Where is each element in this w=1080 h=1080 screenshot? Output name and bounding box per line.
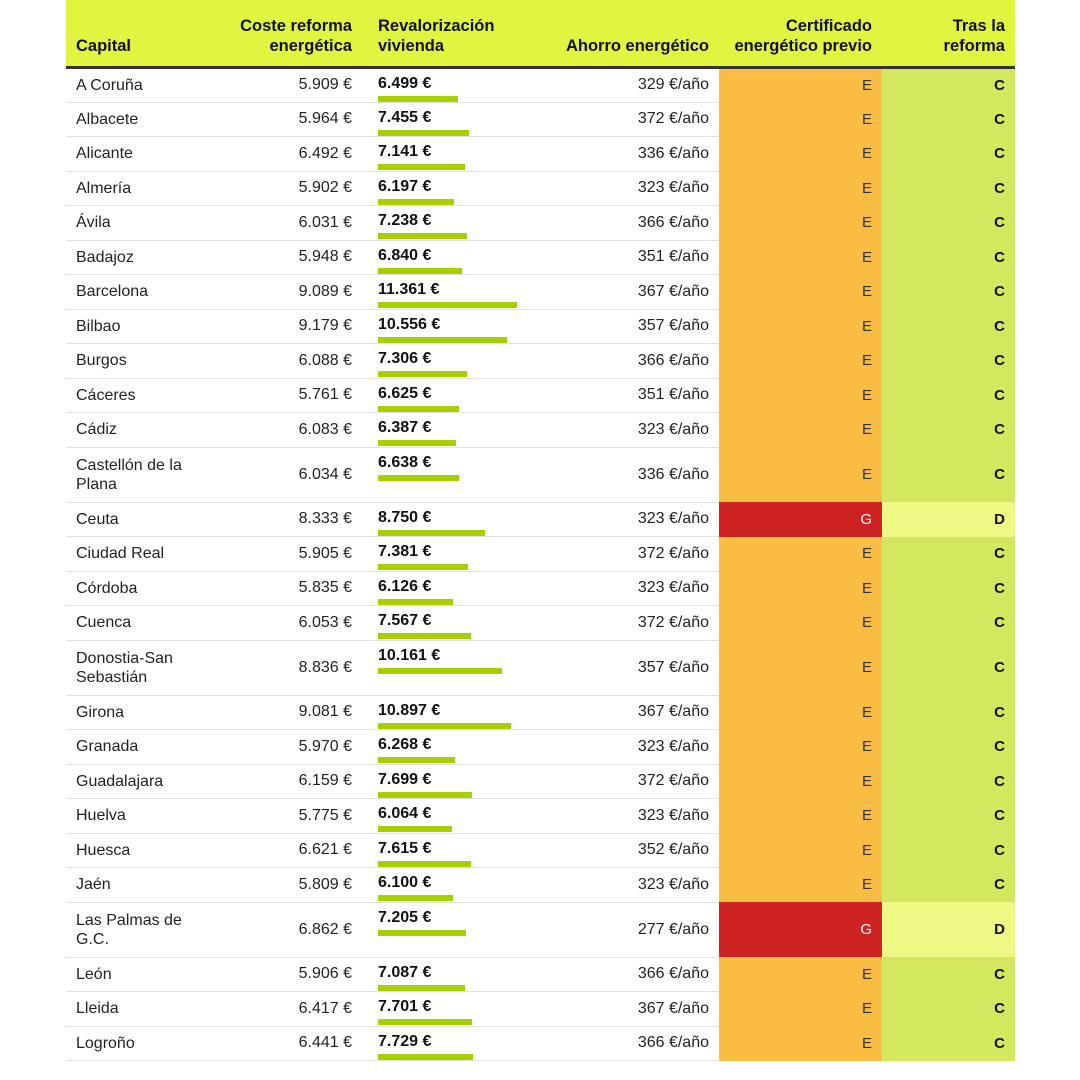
rating-before-cell: E — [719, 606, 882, 641]
revalorizacion-value: 7.381 € — [378, 543, 432, 560]
revalorizacion-cell — [362, 502, 534, 537]
header-tras-reforma: Tras la reforma — [882, 0, 1015, 67]
saving-cell: 277 €/año — [534, 902, 719, 957]
revalorizacion-cell — [362, 413, 534, 448]
rating-before-cell: G — [719, 902, 882, 957]
table-row — [66, 571, 1015, 606]
rating-after-cell: C — [882, 730, 1015, 765]
city-cell: Alicante — [66, 137, 208, 172]
cost-cell: 5.902 € — [208, 171, 362, 206]
header-ahorro: Ahorro energético — [534, 0, 719, 67]
revalorizacion-bar — [378, 895, 453, 901]
table-row — [66, 868, 1015, 903]
table-row — [66, 640, 1015, 695]
revalorizacion-bar — [378, 96, 458, 102]
saving-cell: 323 €/año — [534, 730, 719, 765]
revalorizacion-bar — [378, 199, 454, 205]
revalorizacion-cell — [362, 695, 534, 730]
city-cell: Granada — [66, 730, 208, 765]
revalorizacion-cell — [362, 378, 534, 413]
rating-before-cell: E — [719, 868, 882, 903]
rating-before-cell: E — [719, 992, 882, 1027]
rating-before-cell: G — [719, 502, 882, 537]
revalorizacion-value: 10.556 € — [378, 315, 441, 333]
revalorizacion-bar — [378, 985, 465, 991]
saving-cell: 372 €/año — [534, 102, 719, 137]
revalorizacion-value: 7.615 € — [378, 839, 432, 857]
rating-after-cell: C — [882, 413, 1015, 448]
saving-cell: 367 €/año — [534, 275, 719, 310]
cost-cell: 5.809 € — [208, 868, 362, 903]
revalorizacion-value: 10.161 € — [378, 646, 441, 664]
revalorizacion-cell — [362, 640, 534, 695]
rating-after-cell: C — [882, 606, 1015, 641]
rating-after-cell: C — [882, 537, 1015, 572]
cost-cell: 6.621 € — [208, 833, 362, 868]
city-cell: Huelva — [66, 799, 208, 834]
rating-after-cell: C — [882, 137, 1015, 172]
city-cell: Ávila — [66, 206, 208, 241]
city-cell: Almería — [66, 171, 208, 206]
saving-cell: 323 €/año — [534, 868, 719, 903]
revalorizacion-value: 6.268 € — [378, 736, 432, 753]
revalorizacion-cell — [362, 275, 534, 310]
table-row — [66, 730, 1015, 765]
city-cell: Ciudad Real — [66, 537, 208, 572]
cost-cell: 6.031 € — [208, 206, 362, 241]
table-row — [66, 137, 1015, 172]
saving-cell: 323 €/año — [534, 571, 719, 606]
rating-after-cell: C — [882, 171, 1015, 206]
cost-cell: 6.088 € — [208, 344, 362, 379]
saving-cell: 367 €/año — [534, 992, 719, 1027]
revalorizacion-bar — [378, 930, 466, 936]
revalorizacion-value: 7.306 € — [378, 350, 432, 367]
revalorizacion-bar — [378, 475, 459, 481]
table-row — [66, 902, 1015, 957]
rating-before-cell: E — [719, 275, 882, 310]
city-cell: Cáceres — [66, 378, 208, 413]
rating-after-cell: C — [882, 344, 1015, 379]
rating-before-cell: E — [719, 413, 882, 448]
cost-cell: 6.159 € — [208, 764, 362, 799]
table-row — [66, 799, 1015, 834]
saving-cell: 336 €/año — [534, 447, 719, 502]
cost-cell: 5.909 € — [208, 67, 362, 102]
revalorizacion-cell — [362, 447, 534, 502]
saving-cell: 357 €/año — [534, 640, 719, 695]
rating-after-cell: C — [882, 571, 1015, 606]
rating-before-cell: E — [719, 730, 882, 765]
city-cell: Cádiz — [66, 413, 208, 448]
city-cell: Córdoba — [66, 571, 208, 606]
rating-before-cell: E — [719, 102, 882, 137]
rating-before-cell: E — [719, 206, 882, 241]
saving-cell: 323 €/año — [534, 171, 719, 206]
revalorizacion-cell — [362, 309, 534, 344]
revalorizacion-bar — [378, 130, 469, 136]
table-row — [66, 344, 1015, 379]
city-cell: Jaén — [66, 868, 208, 903]
cost-cell: 6.034 € — [208, 447, 362, 502]
revalorizacion-cell — [362, 537, 534, 572]
cost-cell: 5.970 € — [208, 730, 362, 765]
revalorizacion-value: 10.897 € — [378, 701, 441, 719]
header-certificado-previo: Certificado energético previo — [719, 0, 882, 67]
revalorizacion-value: 7.087 € — [378, 963, 432, 981]
revalorizacion-bar — [378, 599, 453, 605]
rating-after-cell: D — [882, 502, 1015, 537]
city-cell: Las Palmas de G.C. — [66, 902, 208, 957]
table-row — [66, 537, 1015, 572]
city-cell: Barcelona — [66, 275, 208, 310]
revalorizacion-bar — [378, 1054, 473, 1060]
revalorizacion-cell — [362, 67, 534, 102]
revalorizacion-cell — [362, 868, 534, 903]
revalorizacion-cell — [362, 799, 534, 834]
revalorizacion-bar — [378, 723, 511, 729]
rating-after-cell: C — [882, 102, 1015, 137]
table-row — [66, 206, 1015, 241]
saving-cell: 372 €/año — [534, 764, 719, 799]
revalorizacion-bar — [378, 668, 502, 674]
rating-before-cell: E — [719, 171, 882, 206]
city-cell: Logroño — [66, 1026, 208, 1061]
rating-before-cell: E — [719, 640, 882, 695]
city-cell: Guadalajara — [66, 764, 208, 799]
rating-after-cell: C — [882, 67, 1015, 102]
revalorizacion-value: 7.205 € — [378, 908, 432, 926]
cost-cell: 6.441 € — [208, 1026, 362, 1061]
revalorizacion-cell — [362, 102, 534, 137]
revalorizacion-bar — [378, 268, 462, 274]
cost-cell: 5.964 € — [208, 102, 362, 137]
table-row — [66, 171, 1015, 206]
revalorizacion-value: 6.387 € — [378, 419, 432, 436]
rating-after-cell: C — [882, 309, 1015, 344]
rating-after-cell: C — [882, 447, 1015, 502]
cost-cell: 5.905 € — [208, 537, 362, 572]
saving-cell: 366 €/año — [534, 957, 719, 992]
city-cell: Lleida — [66, 992, 208, 1027]
revalorizacion-bar — [378, 757, 455, 763]
city-cell: Castellón de la Plana — [66, 447, 208, 502]
revalorizacion-bar — [378, 633, 471, 639]
header-coste: Coste reforma energética — [208, 0, 362, 67]
table-row — [66, 833, 1015, 868]
rating-before-cell: E — [719, 378, 882, 413]
rating-before-cell: E — [719, 240, 882, 275]
revalorizacion-value: 7.699 € — [378, 770, 432, 788]
cost-cell: 5.906 € — [208, 957, 362, 992]
city-cell: Girona — [66, 695, 208, 730]
revalorizacion-bar — [378, 564, 468, 570]
revalorizacion-bar — [378, 406, 459, 412]
city-cell: Cuenca — [66, 606, 208, 641]
revalorizacion-value: 7.238 € — [378, 212, 432, 229]
rating-after-cell: C — [882, 695, 1015, 730]
cost-cell: 6.492 € — [208, 137, 362, 172]
revalorizacion-bar — [378, 530, 485, 536]
rating-after-cell: C — [882, 957, 1015, 992]
table-row — [66, 957, 1015, 992]
rating-before-cell: E — [719, 833, 882, 868]
cost-cell: 9.179 € — [208, 309, 362, 344]
cost-cell: 5.948 € — [208, 240, 362, 275]
rating-before-cell: E — [719, 571, 882, 606]
revalorizacion-value: 7.567 € — [378, 612, 432, 629]
rating-before-cell: E — [719, 1026, 882, 1061]
table-row — [66, 309, 1015, 344]
revalorizacion-value: 6.840 € — [378, 246, 432, 264]
cost-cell: 9.081 € — [208, 695, 362, 730]
revalorizacion-value: 6.100 € — [378, 874, 432, 891]
table-body — [66, 67, 1015, 1061]
table-row — [66, 1026, 1015, 1061]
revalorizacion-cell — [362, 206, 534, 241]
saving-cell: 352 €/año — [534, 833, 719, 868]
revalorizacion-cell — [362, 240, 534, 275]
saving-cell: 336 €/año — [534, 137, 719, 172]
revalorizacion-bar — [378, 826, 452, 832]
revalorizacion-bar — [378, 302, 517, 308]
rating-before-cell: E — [719, 799, 882, 834]
saving-cell: 366 €/año — [534, 344, 719, 379]
rating-after-cell: C — [882, 378, 1015, 413]
revalorizacion-value: 8.750 € — [378, 508, 432, 526]
cost-cell: 5.835 € — [208, 571, 362, 606]
revalorizacion-value: 6.638 € — [378, 453, 432, 471]
city-cell: Bilbao — [66, 309, 208, 344]
revalorizacion-value: 7.141 € — [378, 143, 432, 160]
saving-cell: 351 €/año — [534, 378, 719, 413]
rating-after-cell: C — [882, 868, 1015, 903]
revalorizacion-value: 6.625 € — [378, 384, 432, 402]
rating-after-cell: C — [882, 275, 1015, 310]
saving-cell: 357 €/año — [534, 309, 719, 344]
revalorizacion-bar — [378, 792, 472, 798]
rating-before-cell: E — [719, 67, 882, 102]
revalorizacion-value: 6.064 € — [378, 805, 432, 822]
rating-after-cell: C — [882, 240, 1015, 275]
revalorizacion-cell — [362, 833, 534, 868]
city-cell: Huesca — [66, 833, 208, 868]
cost-cell: 6.862 € — [208, 902, 362, 957]
saving-cell: 323 €/año — [534, 413, 719, 448]
table-row — [66, 695, 1015, 730]
revalorizacion-value: 6.126 € — [378, 577, 432, 595]
revalorizacion-bar — [378, 164, 465, 170]
cost-cell: 5.761 € — [208, 378, 362, 413]
table-row — [66, 240, 1015, 275]
table-row — [66, 764, 1015, 799]
revalorizacion-bar — [378, 440, 456, 446]
revalorizacion-cell — [362, 137, 534, 172]
revalorizacion-bar — [378, 1019, 472, 1025]
city-cell: Donostia-San Sebastián — [66, 640, 208, 695]
cost-cell: 8.333 € — [208, 502, 362, 537]
rating-after-cell: C — [882, 833, 1015, 868]
rating-before-cell: E — [719, 309, 882, 344]
rating-after-cell: C — [882, 799, 1015, 834]
revalorizacion-cell — [362, 1026, 534, 1061]
rating-before-cell: E — [719, 537, 882, 572]
table-row — [66, 413, 1015, 448]
cost-cell: 8.836 € — [208, 640, 362, 695]
table-row — [66, 67, 1015, 102]
saving-cell: 351 €/año — [534, 240, 719, 275]
revalorizacion-value: 6.499 € — [378, 74, 432, 92]
rating-after-cell: C — [882, 206, 1015, 241]
table-row — [66, 606, 1015, 641]
revalorizacion-cell — [362, 344, 534, 379]
saving-cell: 366 €/año — [534, 1026, 719, 1061]
revalorizacion-value: 6.197 € — [378, 177, 432, 195]
rating-before-cell: E — [719, 695, 882, 730]
table-row — [66, 992, 1015, 1027]
saving-cell: 323 €/año — [534, 502, 719, 537]
table-row — [66, 102, 1015, 137]
revalorizacion-cell — [362, 606, 534, 641]
rating-after-cell: C — [882, 640, 1015, 695]
revalorizacion-cell — [362, 171, 534, 206]
saving-cell: 323 €/año — [534, 799, 719, 834]
cost-cell: 6.083 € — [208, 413, 362, 448]
table-row — [66, 502, 1015, 537]
table-row — [66, 275, 1015, 310]
revalorizacion-cell — [362, 957, 534, 992]
revalorizacion-value: 7.701 € — [378, 998, 432, 1015]
rating-before-cell: E — [719, 447, 882, 502]
rating-before-cell: E — [719, 764, 882, 799]
rating-after-cell: C — [882, 992, 1015, 1027]
saving-cell: 366 €/año — [534, 206, 719, 241]
cost-cell: 6.417 € — [208, 992, 362, 1027]
revalorizacion-cell — [362, 571, 534, 606]
city-cell: Albacete — [66, 102, 208, 137]
rating-after-cell: C — [882, 764, 1015, 799]
revalorizacion-cell — [362, 730, 534, 765]
rating-after-cell: C — [882, 1026, 1015, 1061]
table-row — [66, 378, 1015, 413]
saving-cell: 329 €/año — [534, 67, 719, 102]
city-cell: A Coruña — [66, 67, 208, 102]
revalorizacion-bar — [378, 861, 471, 867]
revalorizacion-cell — [362, 902, 534, 957]
rating-before-cell: E — [719, 957, 882, 992]
cost-cell: 9.089 € — [208, 275, 362, 310]
revalorizacion-bar — [378, 371, 467, 377]
saving-cell: 372 €/año — [534, 606, 719, 641]
revalorizacion-value: 7.455 € — [378, 108, 432, 126]
rating-before-cell: E — [719, 137, 882, 172]
revalorizacion-bar — [378, 233, 467, 239]
saving-cell: 367 €/año — [534, 695, 719, 730]
data-table — [66, 0, 1015, 1061]
rating-after-cell: D — [882, 902, 1015, 957]
revalorizacion-cell — [362, 992, 534, 1027]
revalorizacion-cell — [362, 764, 534, 799]
city-cell: Burgos — [66, 344, 208, 379]
cost-cell: 6.053 € — [208, 606, 362, 641]
header-revalorizacion: Revalorización vivienda — [362, 0, 534, 67]
city-cell: Ceuta — [66, 502, 208, 537]
rating-before-cell: E — [719, 344, 882, 379]
revalorizacion-value: 11.361 € — [378, 281, 440, 298]
revalorizacion-value: 7.729 € — [378, 1032, 432, 1050]
saving-cell: 372 €/año — [534, 537, 719, 572]
header-row — [66, 0, 1015, 67]
city-cell: León — [66, 957, 208, 992]
city-cell: Badajoz — [66, 240, 208, 275]
table-row — [66, 447, 1015, 502]
revalorizacion-bar — [378, 337, 507, 343]
header-capital: Capital — [66, 0, 208, 67]
cost-cell: 5.775 € — [208, 799, 362, 834]
